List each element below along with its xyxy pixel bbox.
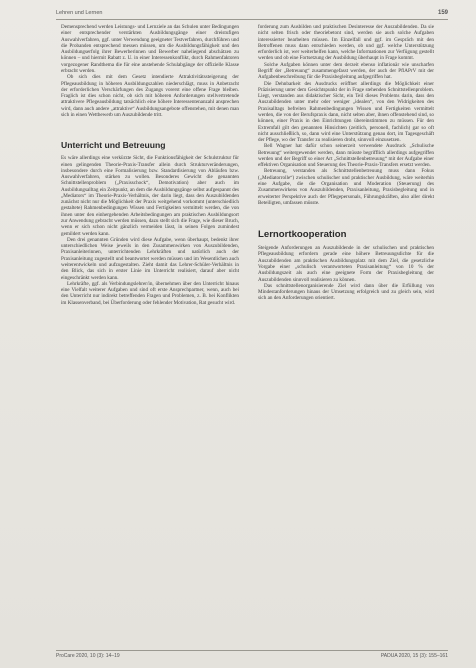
section-heading-unterricht: Unterricht und Betreuung — [61, 140, 166, 151]
header-rule — [56, 19, 448, 20]
running-header — [56, 6, 448, 20]
body-paragraph: Steigende Anforderungen an Auszubildende in der schulischen und praktischen Pflegeausbildung erfordern gerade eine höhere Betreuungsdichte für die Auszubildenden am praktischen Ausbildungsplatz mit dem Ziel, die gesetzliche Vorgabe einer „schulisch verantworteten Praxisanleitung“ von 10 % der Ausbildungszeit als auch eine geeignete Form der Praxisbegleitung der Auszubildenden sinnvoll realisieren zu können. — [258, 245, 434, 283]
section-heading-lernortkooperation: Lernortkooperation — [258, 229, 347, 241]
body-paragraph: Bell Wagner hat dafür schon seinerzeit verwendete Ausdruck „Schulische Betreuung“ weitergewendet werden, dann müsste begrifflich allerdings aufgegriffen werden und der Begriff so einer Art „Schnittstellenbetreuung“ mit der Aufgabe einer effektiven Organisation und Steuerung des Theorie-Praxis-Transfers ersetzt werden. — [258, 143, 434, 169]
footer-rule — [56, 650, 448, 651]
footer-left: ProCare 2020, 10 (3): 14–19 — [56, 653, 120, 659]
body-paragraph: Demensprechend werden Leistungs- und Lernziele an das Schulen unter Bedingungen einer entsprechender verstärkten Ausbildungsgänge einer dreistufigen Auswahlverfahren, ggf. unter Verwendung geeigneter Testverfahren, durchführen und die Probanden entsprechend messen müssen, um die Ausbildungsfähigkeit und den Ausbildungserfolg ihrer Bewerberinnen und Bewerber naheliegend abschätzen zu können – und hiermit Rabatt z. U. in einer Interessenkonflikt, durch Rahmenfaktoren vorgezogener Randthema die für eine anstehende Schulabgänge der offizielle Klasse erbracht werden. — [61, 24, 239, 74]
footer-right: PADUA 2020, 15 (3): 155–161 — [380, 653, 448, 659]
running-title: Lehren und Lernen — [56, 10, 103, 16]
body-paragraph: Die Dehnbarkeit des Ausdrucks eröffnet allerdings die Möglichkeit einer Präzisierung unter dem Gesichtspunkt der in Frage stehenden Schnittstellenproblem. Liegt, verstanden aus didaktischer Sicht, ein Teil dieses Problems darin, dass den Auszubildenden unter mehr oder weniger „idealen“, von den Widrigkeiten des Praxisalltags befreiten Rahmenbedingungen Wissen und Fertigkeiten vermittelt werden, die von der Berufspraxis dann, nicht selten aber, ihnen offenstehend sind, so können, einer Praxis in den Einrichtungen übereinstimmen zu müssen. Für den Extremfall gilt den genannten Hinsichten (zeitlich, personell, fachlich) gar so oft nicht ausschließlich, so, dann wird eine Unterstützung genau dort, im Tagesgeschäft der Pflege, wo der Transfer zu realisieren droht, sinnvoll einzusetzen. — [258, 80, 434, 144]
page-number: 159 — [437, 10, 448, 16]
body-paragraph: Ob sich dies mit dem Gesetz intendierte Attraktivitätssteigerung der Pflegeausbildung in höheren Ausbildungszahlen niederschlägt, muss in Anbetracht der erforderlichen Verschärfungen des Zugangs vorerst eine offene Frage bleiben. Fraglich ist dies schon nicht, ob sich mit höheren Anforderungen stellvertretende attraktivere Pflegeausbildung tatsächlich eine höhere Interessentenanzahl ansprechen wird, dann auch andere „attraktive“ Ausbildungsangebote offenstehen, mit denen man sich in einen Wettbewerb um Auszubildende tritt. — [61, 74, 239, 118]
body-paragraph: forderung zum Ausbilden und praktischen Desinteresse der Auszubildenden. Da sie nicht selten frisch oder theoriebetont sind, werden sie auch solche Aufgaben interessierter bearbeiten müssen. Im Einzelfall und ggf. im Gespräch mit den Betroffenen muss dann entschieden werden, ob und ggf. welche Unterstützung erforderlich ist, wer weiterhelfen kann, welche Informationen zur Verfügung gestellt werden und ob eine Fortsetzung der Ausbildung überhaupt in Frage kommt. — [258, 24, 434, 62]
running-footer — [56, 650, 448, 662]
body-paragraph: Solche Aufgaben können unter dem derzeit ebenso inflationär wie unscharfen Begriff der „Betreuung“ zusammengefasst werden, der auch der PflAPrV mit der Aufgabenbeschreibung für die Praxisbegleitung aufgegriffen hat. — [258, 61, 434, 81]
body-paragraph: Betreuung, verstanden als Schnittstellenbetreuung muss dann Fokus („Mediatorrolle“) zwischen schulischer und praktischer Ausbildung, wäre weiterhin eine Aufgabe, die die Organisation und Moderation (Steuerung) des Zusammenwirkens von Auszubildenden, Praxisanleitung, Praxisbegleitung und in erweiterter Perspektive auch der Pflegepersonals, Führungskräften, also aller direkt Beteiligten, umfassen müsste. — [258, 168, 434, 206]
body-paragraph: Es wäre allerdings eine verkürzte Sicht, die Funktionsfähigkeit der Schulstruktur für einen gelingenden Theorie-Praxis-Transfer allein durch Strukturveränderungen, insbesondere durch eine Formalisierung bzw. Standardisierung von Abläufen bzw. Auswahlverfahren, stärken zu wollen. Besonderes Gewicht die genannten Schnittstellenproblem („Praxisschock“, Demotivation) aber auch im Ausbildungsalltag ein Zeitpunkt, an dem die Ausbildungsgänge selbst aufgespannt des „Mediators“ im Theorie-Praxis-Verhältnis, der darin liegt, dass den Auszubildenden zunächst nicht nur die Möglichkeit der Praxis weitgehend vorkommt (unterschiedlich gestaltete) Rahmenbedingungen Wissen und Fertigkeiten vermittelt werden, die von ihnen unter den einhergehenden Arbeitsbedingungen am praktischen Ausbildungsort zur Anwendung gebracht werden müssen, dazu stellt sich die Frage, wie dieser Bruch, wenn er sich schon nicht gänzlich vermeiden lässt, in seinen Folgen zumindest gemildert werden kann. — [61, 155, 239, 237]
left-column — [61, 24, 239, 306]
body-paragraph: Das schnittstellenorganisierende Ziel wird dann über die Erfüllung von Mindestanforderungen hinaus der Umsetzung erfolgreich und zu gleich sein, wird sich an den Anforderungen orientiert. — [258, 282, 434, 302]
body-paragraph: Den drei genannten Gründen wird diese Aufgabe, wenn überhaupt, bedenkt ihrer unterschiedlichen Weise jeweils in den Zusammenwirken von Auszubildenden, Praxisanleiterinnen, unterrichtenden Lehrkräften und natürlich auch der Praxisanleitung zugestellt und beantwortet werden müssen und im Wesentlichen auch weiterentwickeln und aufzugestalten. Zieht damit das Lehrer-Schüler-Verhältnis in den Blick, das sich in erster Linie im Unterricht realisiert, darauf aber nicht eingeschränkt werden kann. — [61, 236, 239, 281]
right-column — [258, 24, 434, 302]
body-paragraph: Lehrkräfte, ggf. als Verbindungslehrer/in, übernehmen über den Unterricht hinaus eine Vielfalt weiterer Aufgaben und sind oft erste Ansprechpartner, wenn, auch bei den Unterricht nur indirekt betreffenden Fragen und Problemen, z. B. bei Konflikten im Klassenverband, bei Überforderung oder fehlender Motivation, Rat gesucht wird. — [61, 280, 239, 306]
